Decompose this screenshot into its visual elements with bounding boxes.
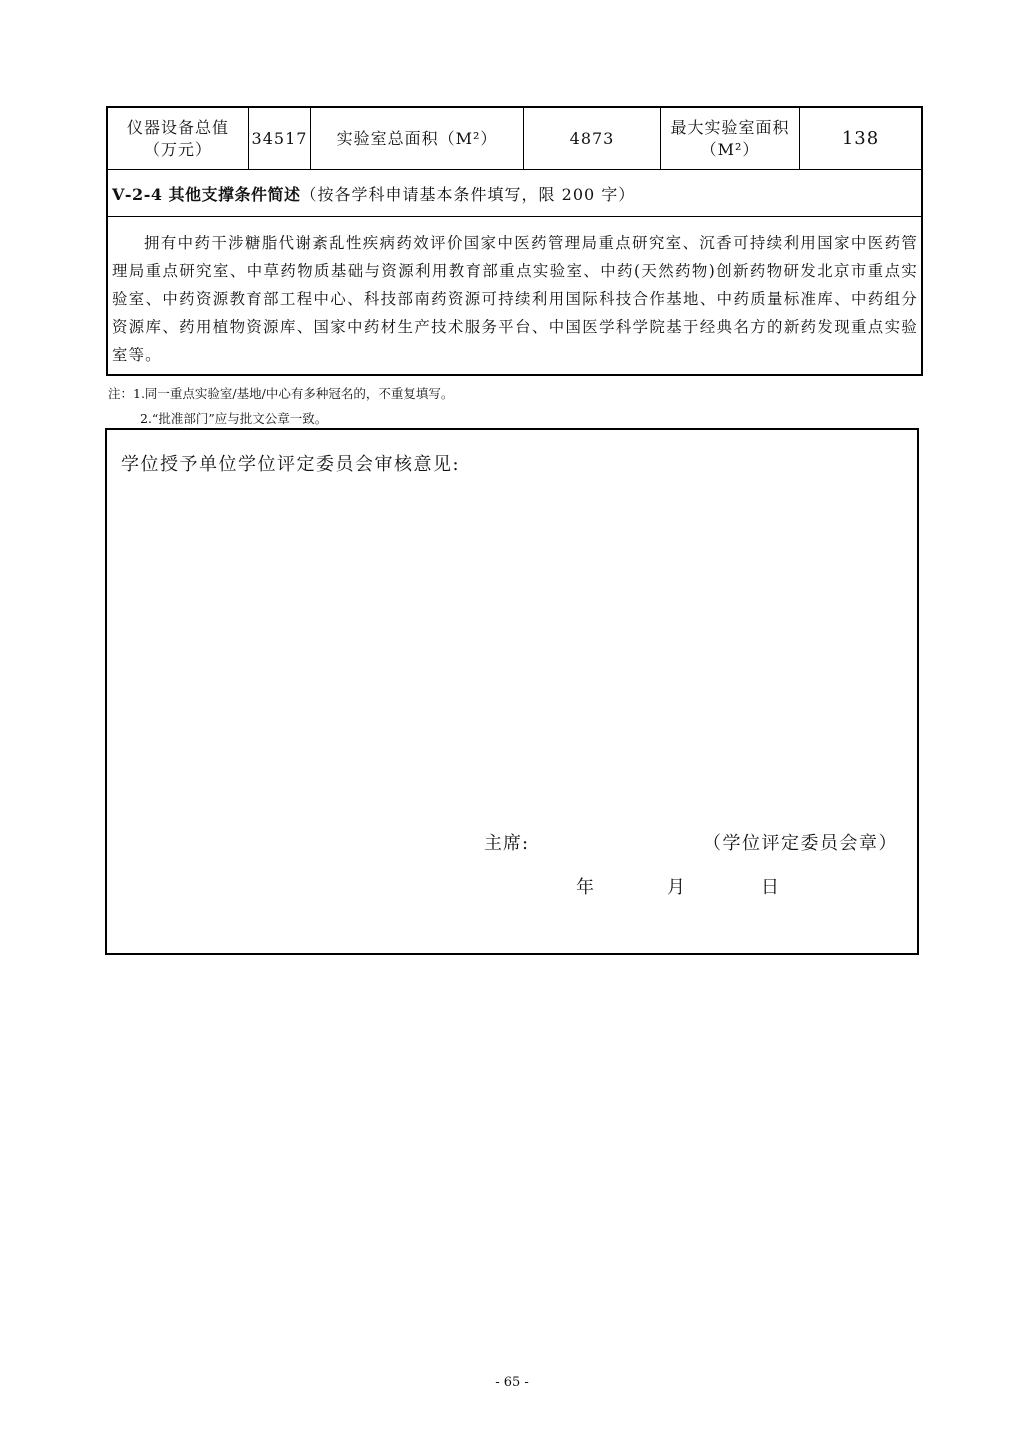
section-heading-title: Ⅴ-2-4 其他支撑条件简述	[112, 184, 301, 204]
max-lab-label-line2: （M²）	[700, 139, 760, 159]
date-month-label: 月	[667, 877, 685, 898]
equipment-value: 34517	[249, 108, 311, 169]
review-title: 学位授予单位学位评定委员会审核意见:	[121, 454, 461, 475]
table-notes	[108, 381, 453, 431]
max-lab-label-line1: 最大实验室面积	[670, 117, 790, 137]
date-day-label: 日	[761, 877, 779, 898]
chair-label: 主席:	[484, 833, 530, 854]
max-lab-area-label	[661, 108, 800, 169]
date-year-label: 年	[576, 877, 594, 898]
page-number: - 65 -	[495, 1375, 529, 1390]
note-2: 2.“批准部门”应与批文公章一致。	[140, 411, 328, 426]
max-lab-area-value: 138	[841, 127, 880, 149]
note-1: 注：1.同一重点实验室/基地/中心有多种冠名的，不重复填写。	[108, 386, 454, 401]
lab-area-value: 4873	[524, 108, 661, 169]
support-description: 拥有中药干涉糖脂代谢紊乱性疾病药效评价国家中医药管理局重点研究室、沉香可持续利用国家中医药管理局重点研究室、中草药物质基础与资源利用教育部重点实验室、中药(天然药物)创新药物研发北京市重点实验室、中药资源教育部工程中心、科技部南药资源可持续利用国际科技合作基地、中药质量标准库、中药组分资源库、药用植物资源库、国家中药材生产技术服务平台、中国医学科学院基于经典名方的新药发现重点实验室等。	[112, 234, 918, 364]
section-heading-note: （按各学科申请基本条件填写，限 200 字）	[300, 184, 636, 204]
lab-area-label: 实验室总面积（M²）	[311, 108, 524, 169]
seal-label: （学位评定委员会章）	[703, 833, 898, 854]
section-heading	[108, 170, 921, 217]
equipment-label-line1: 仪器设备总值	[126, 117, 229, 137]
stats-row	[108, 108, 921, 170]
committee-review-box	[105, 428, 919, 955]
equipment-value-label	[108, 108, 249, 169]
support-conditions-table	[106, 106, 923, 376]
equipment-label-line2: （万元）	[143, 139, 212, 159]
